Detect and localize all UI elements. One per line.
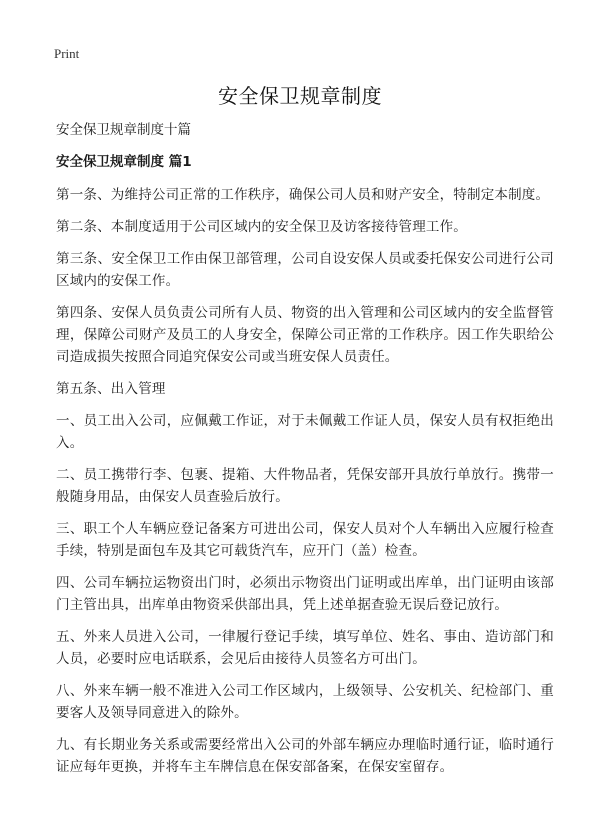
paragraph-item-3: 三、职工个人车辆应登记备案方可进出公司，保安人员对个人车辆出入应履行检查手续，特别是面包车及其它可载货汽车，应开门（盖）检查。 bbox=[56, 521, 554, 559]
section-heading: 安全保卫规章制度 篇1 bbox=[56, 154, 192, 170]
document-title: 安全保卫规章制度 bbox=[218, 84, 382, 108]
paragraph-item-2: 二、员工携带行李、包裹、提箱、大件物品者，凭保安部开具放行单放行。携带一般随身用品，由保安人员查验后放行。 bbox=[56, 467, 554, 505]
paragraph-item-4: 四、公司车辆拉运物资出门时，必须出示物资出门证明或出库单，出门证明由该部门主管出具，出库单由物资采供部出具，凭上述单据查验无误后登记放行。 bbox=[56, 575, 554, 613]
paragraph-item-1: 一、员工出入公司，应佩戴工作证，对于未佩戴工作证人员，保安人员有权拒绝出入。 bbox=[56, 413, 554, 451]
paragraph-item-8: 八、外来车辆一般不准进入公司工作区域内，上级领导、公安机关、纪检部门、重要客人及领导同意进入的除外。 bbox=[56, 683, 554, 721]
print-link[interactable]: Print bbox=[54, 46, 80, 61]
paragraph-article-5: 第五条、出入管理 bbox=[56, 381, 166, 397]
paragraph-item-5: 五、外来人员进入公司，一律履行登记手续，填写单位、姓名、事由、造访部门和人员，必要时应电话联系，会见后由接待人员签名方可出门。 bbox=[56, 629, 554, 667]
document-subtitle: 安全保卫规章制度十篇 bbox=[56, 122, 191, 138]
paragraph-article-3: 第三条、安全保卫工作由保卫部管理，公司自设安保人员或委托保安公司进行公司区域内的安保工作。 bbox=[56, 251, 554, 289]
paragraph-article-1: 第一条、为维持公司正常的工作秩序，确保公司人员和财产安全，特制定本制度。 bbox=[56, 187, 550, 203]
paragraph-item-9: 九、有长期业务关系或需要经常出入公司的外部车辆应办理临时通行证，临时通行证应每年更换，并将车主车牌信息在保安部备案，在保安室留存。 bbox=[56, 737, 554, 775]
document-body bbox=[56, 120, 554, 788]
paragraph-article-4: 第四条、安保人员负责公司所有人员、物资的出入管理和公司区域内的安全监督管理，保障公司财产及员工的人身安全，保障公司正常的工作秩序。因工作失职给公司造成损失按照合同追究保安公司或当班安保人员责任。 bbox=[56, 305, 554, 365]
paragraph-article-2: 第二条、本制度适用于公司区域内的安全保卫及访客接待管理工作。 bbox=[56, 219, 467, 235]
